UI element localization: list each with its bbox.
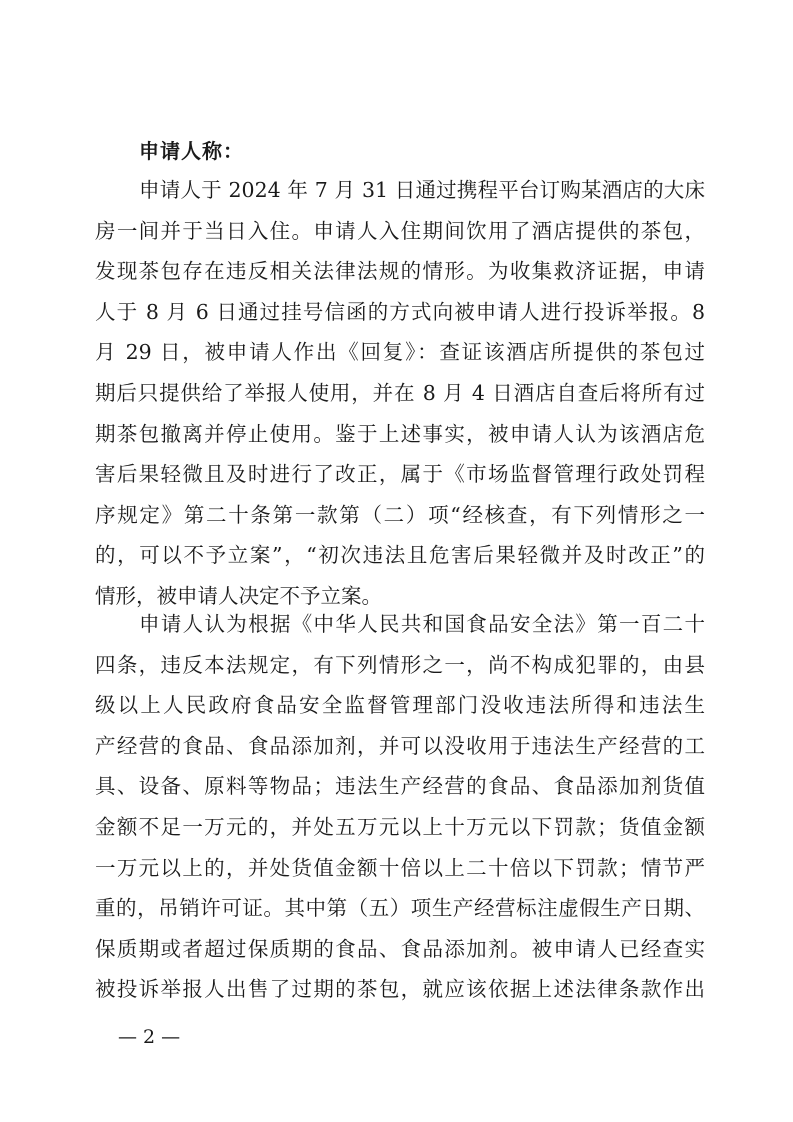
paragraph-legal-argument [95, 604, 705, 1010]
paragraph-complaint-facts [95, 170, 705, 617]
text-line: 的，可以不予立案”，“初次违法且危害后果轻微并及时改正”的 [95, 543, 705, 568]
text-line: 害后果轻微且及时进行了改正，属于《市场监督管理行政处罚程 [95, 462, 705, 487]
text-line: 具、设备、原料等物品；违法生产经营的食品、食品添加剂货值 [95, 774, 705, 799]
text-line: 产经营的食品、食品添加剂，并可以没收用于违法生产经营的工 [95, 733, 705, 758]
text-line: 保质期或者超过保质期的食品、食品添加剂。被申请人已经查实 [95, 936, 705, 961]
section-heading: 申请人称： [139, 139, 244, 163]
text-line: 序规定》第二十条第一款第（二）项“经核查，有下列情形之一 [95, 502, 705, 527]
text-line: 人于 8 月 6 日通过挂号信函的方式向被申请人进行投诉举报。8 [95, 299, 705, 324]
text-line: 期后只提供给了举报人使用，并在 8 月 4 日酒店自查后将所有过 [95, 380, 705, 405]
text-line: 金额不足一万元的，并处五万元以上十万元以下罚款；货值金额 [95, 814, 705, 839]
text-line: 一万元以上的，并处货值金额十倍以上二十倍以下罚款；情节严 [95, 855, 705, 880]
text-line: 情形，被申请人决定不予立案。 [95, 583, 382, 608]
text-line: 申请人于 2024 年 7 月 31 日通过携程平台订购某酒店的大床 [139, 178, 705, 202]
text-line: 发现茶包存在违反相关法律法规的情形。为收集救济证据，申请 [95, 259, 705, 284]
text-line: 房一间并于当日入住。申请人入住期间饮用了酒店提供的茶包， [95, 218, 705, 243]
text-line: 申请人认为根据《中华人民共和国食品安全法》第一百二十 [139, 612, 705, 636]
text-line: 月 29 日，被申请人作出《回复》：查证该酒店所提供的茶包过 [95, 340, 705, 365]
text-line: 期茶包撤离并停止使用。鉴于上述事实，被申请人认为该酒店危 [95, 421, 705, 446]
text-line: 四条，违反本法规定，有下列情形之一，尚不构成犯罪的，由县 [95, 652, 705, 677]
page-number: — 2 — [118, 1026, 181, 1048]
text-line: 被投诉举报人出售了过期的茶包，就应该依据上述法律条款作出 [95, 977, 705, 1002]
text-line: 重的，吊销许可证。其中第（五）项生产经营标注虚假生产日期、 [95, 896, 705, 921]
text-line: 级以上人民政府食品安全监督管理部门没收违法所得和违法生 [95, 693, 705, 718]
